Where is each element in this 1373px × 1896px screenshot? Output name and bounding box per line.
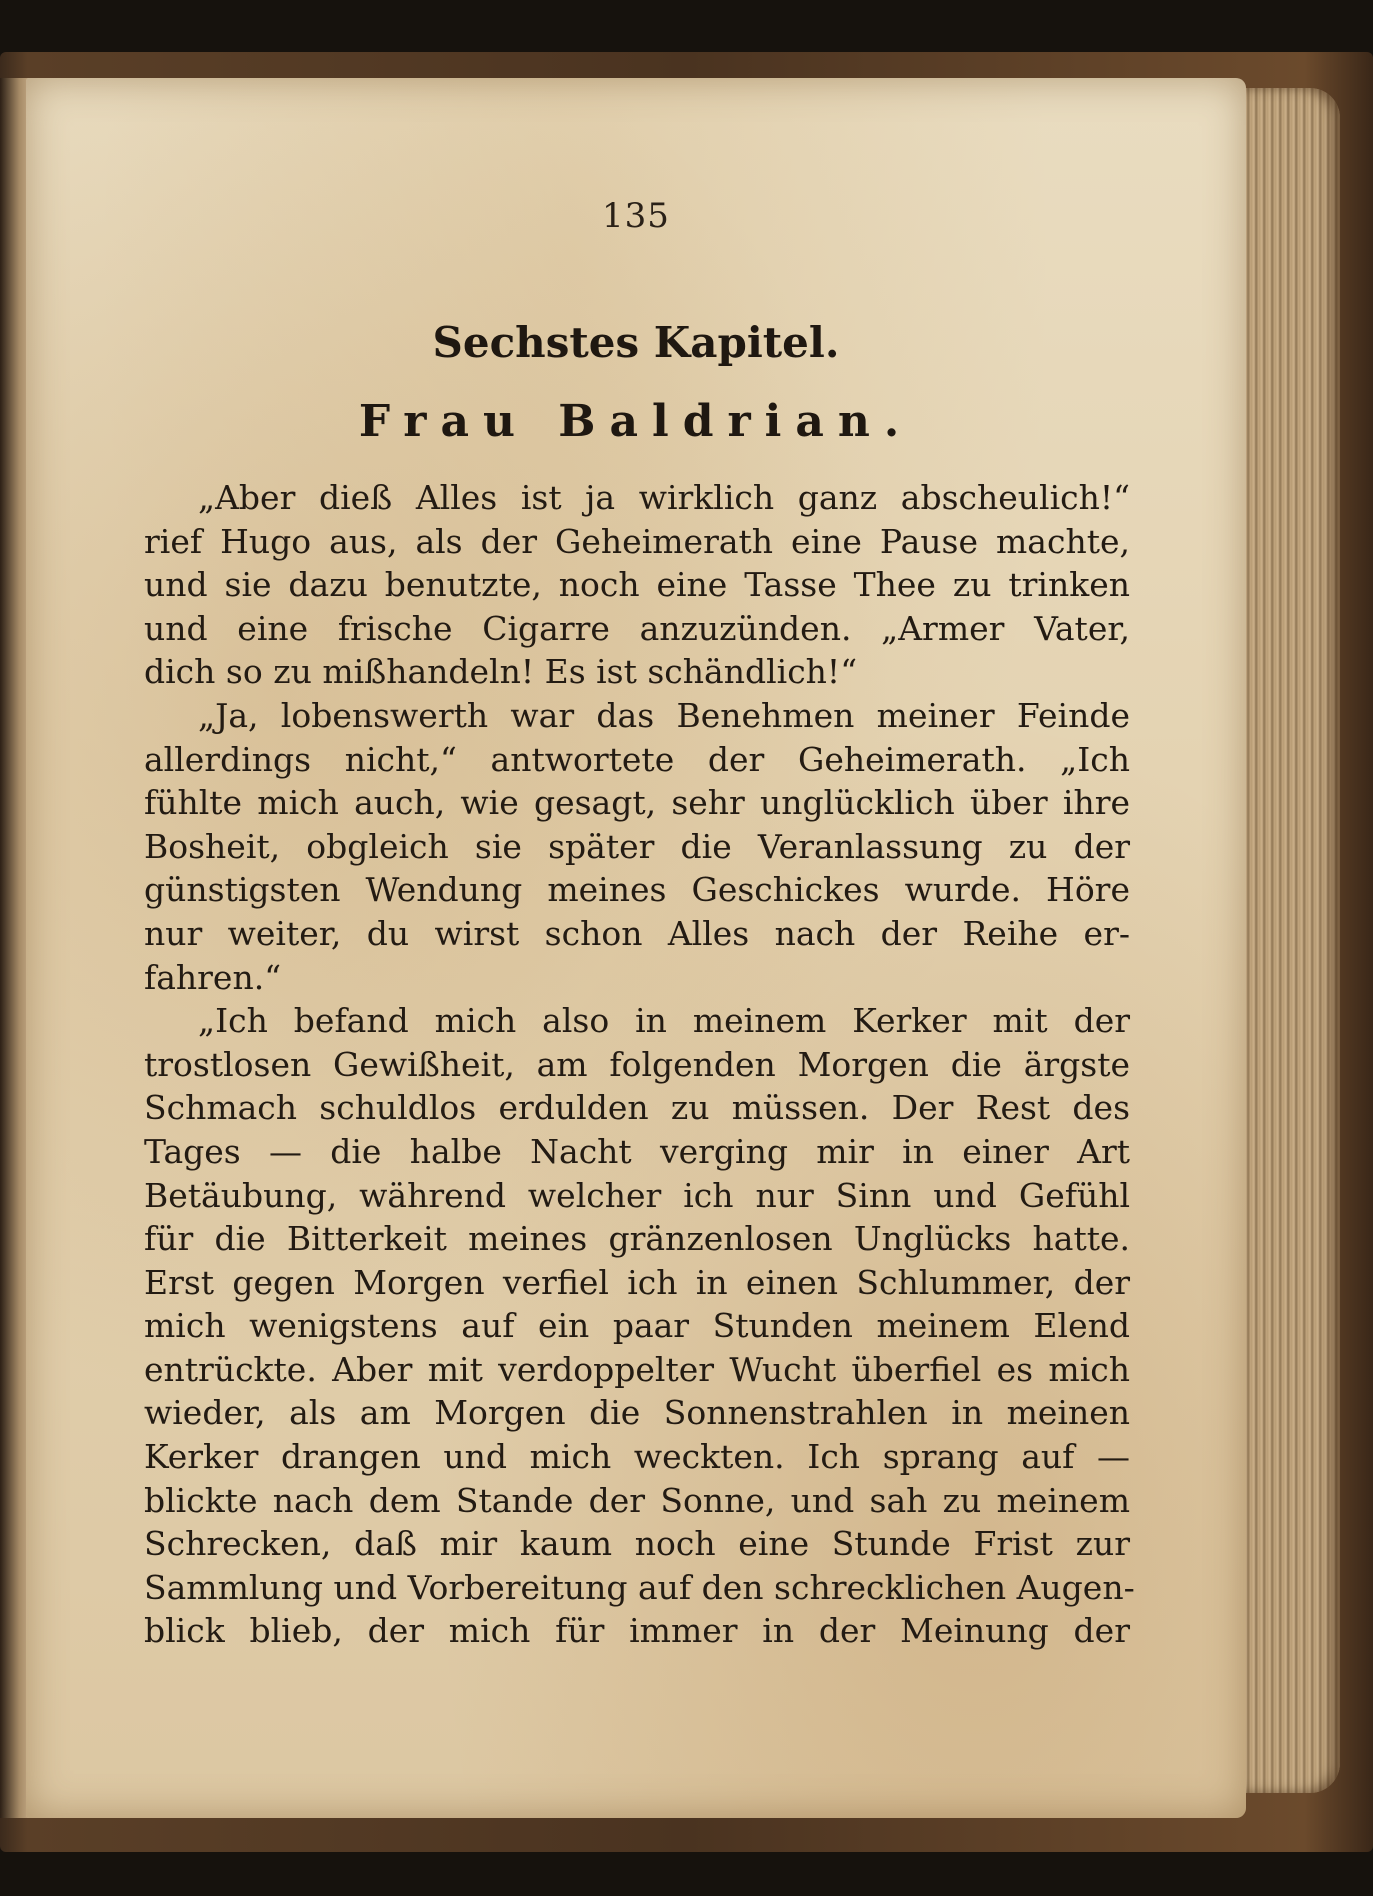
text-line: nur weiter, du wirst schon Alles nach der Reihe er- [144,913,1130,953]
text-line: fühlte mich auch, wie gesagt, sehr unglücklich über ihre [144,783,1130,823]
text-line: entrückte. Aber mit verdoppelter Wucht überfiel es mich [144,1349,1130,1389]
text-line: fahren.“ [144,957,282,997]
text-line: Tages — die halbe Nacht verging mir in einer Art [144,1131,1130,1171]
text-line: und eine frische Cigarre anzuzünden. „Armer Vater, [144,608,1130,648]
text-line: wieder, als am Morgen die Sonnenstrahlen in meinen [144,1393,1130,1433]
text-line: allerdings nicht,“ antwortete der Geheimerath. „Ich [144,739,1130,779]
text-line: „Ja, lobenswerth war das Benehmen meiner Feinde [198,695,1130,735]
text-line: blick blieb, der mich für immer in der Meinung der [144,1611,1130,1651]
text-line: trostlosen Gewißheit, am folgenden Morgen die ärgste [144,1044,1130,1084]
text-line: und sie dazu benutzte, noch eine Tasse Thee zu trinken [144,565,1130,605]
body-text [144,476,1135,1653]
text-line: blickte nach dem Stande der Sonne, und sah zu meinem [144,1480,1130,1520]
text-line: mich wenigstens auf ein paar Stunden meinem Elend [144,1306,1130,1346]
text-line: rief Hugo aus, als der Geheimerath eine Pause machte, [144,521,1130,561]
book-page [26,78,1246,1818]
text-line: Bosheit, obgleich sie später die Veranlassung zu der [144,826,1130,866]
page-edges [1235,88,1340,1793]
text-line: dich so zu mißhandeln! Es ist schändlich!“ [144,652,858,692]
text-line: Erst gegen Morgen verfiel ich in einen Schlummer, der [144,1262,1130,1302]
text-line: Sammlung und Vorbereitung auf den schrecklichen Augen- [144,1567,1135,1607]
text-line: Kerker drangen und mich weckten. Ich sprang auf — [144,1437,1130,1477]
text-line: „Ich befand mich also in meinem Kerker mit der [198,1001,1130,1041]
text-line: „Aber dieß Alles ist ja wirklich ganz abscheulich!“ [198,478,1130,517]
text-line: Schmach schuldlos erdulden zu müssen. Der Rest des [144,1088,1130,1128]
chapter-title: Sechstes Kapitel. [432,318,840,367]
page-number: 135 [602,196,670,236]
text-line: Schrecken, daß mir kaum noch eine Stunde Frist zur [144,1524,1130,1564]
section-title: Frau Baldrian. [358,396,914,447]
text-line: für die Bitterkeit meines gränzenlosen Unglücks hatte. [144,1219,1130,1259]
text-line: günstigsten Wendung meines Geschickes wurde. Höre [144,870,1130,910]
text-line: Betäubung, während welcher ich nur Sinn und Gefühl [144,1175,1130,1215]
